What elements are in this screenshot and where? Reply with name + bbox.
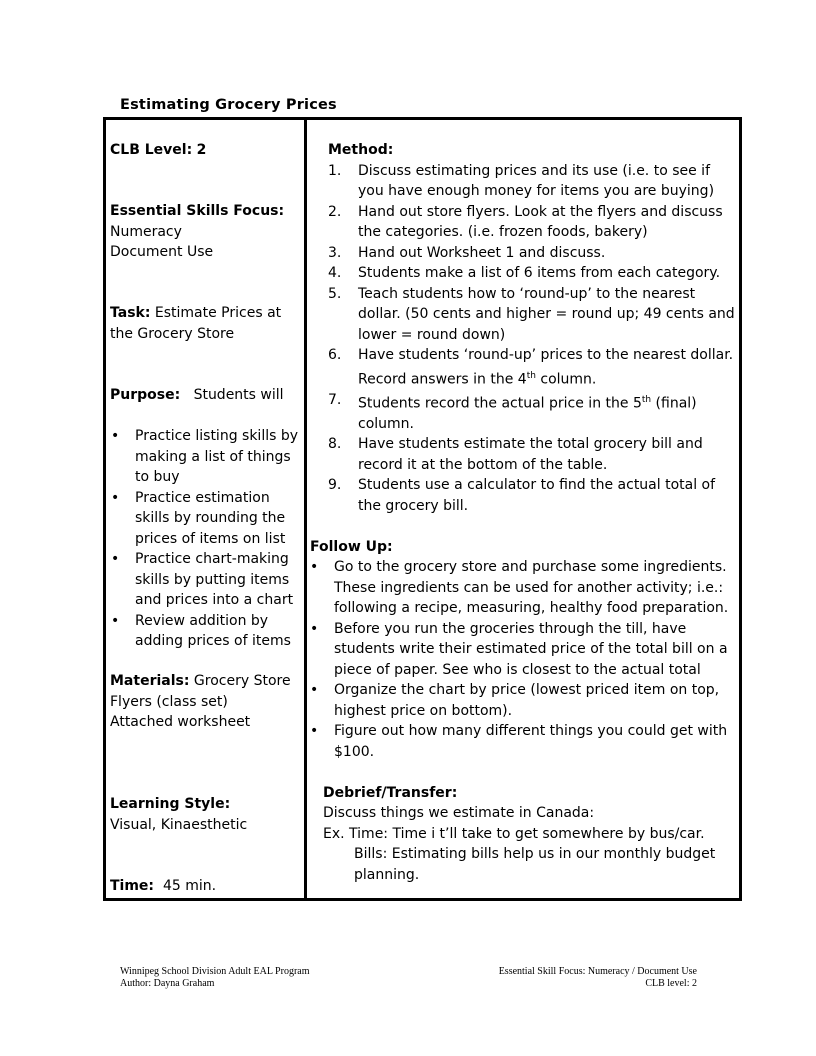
learning-style [110,794,300,835]
item-number: 5. [328,285,342,302]
item-number: 4. [328,265,342,281]
essential-skills [110,201,300,263]
item-text: Students use a calculator to find the actual total of the grocery bill. [358,477,716,514]
time-label: Time: [110,878,155,894]
list-item [310,434,736,475]
purpose [110,385,300,652]
lesson-table [103,117,742,901]
purpose-list [110,426,300,652]
bills-text: Estimating bills help us in our monthly budget planning. [354,846,716,883]
column-divider [304,120,307,898]
item-text: Hand out store flyers. Look at the flyers and discuss the categories. (i.e. frozen foods, bakery) [358,203,723,240]
time-text: 45 min. [162,878,217,894]
bills-label: Bills: [354,846,388,863]
list-item: • Before you run the groceries through the till, have students write their estimated price of the total bill on a piece of paper. See who is closest to the actual total [310,619,736,681]
list-item [310,202,736,243]
clb-level [110,140,300,161]
list-item: • Go to the grocery store and purchase some ingredients. These ingredients can be used for another activity; i.e.: following a recipe, measuring, healthy food preparation. [310,557,736,619]
footer-program: Winnipeg School Division Adult EAL Program [120,966,310,977]
list-item [310,263,736,284]
example-bills [323,844,736,885]
task-text: Estimate Prices at [154,305,282,321]
right-column [310,140,736,885]
style-label: Learning Style: [110,796,231,812]
item-number: 8. [328,436,342,453]
footer-left [120,966,310,990]
list-item: • Review addition by adding prices of items [110,611,300,652]
item-number: 2. [328,203,342,220]
item-text: Have students estimate the total grocery bill and record it at the bottom of the table. [358,436,703,473]
footer-right [480,966,697,990]
item-text: Teach students how to ‘round-up’ to the nearest dollar. (50 cents and higher = round up; 49 cents and lower = round down) [358,285,735,343]
style-text: Visual, Kinaesthetic [110,816,248,833]
superscript: th [641,394,652,405]
materials-text-3: Attached worksheet [110,714,251,730]
time [110,876,300,897]
item-text-tail: column. [535,371,597,388]
follow-up-list [310,557,736,762]
debrief-label: Debrief/Transfer: [323,784,458,801]
list-item [310,390,736,435]
item-text: Hand out Worksheet 1 and discuss. [358,244,606,261]
page-title: Estimating Grocery Prices [120,97,337,113]
ess-label: Essential Skills Focus: [110,203,285,219]
task-text-2: the Grocery Store [110,325,235,342]
method-label: Method: [328,142,394,158]
item-number: 9. [328,477,342,494]
list-item: • Practice chart-making skills by putting items and prices into a chart [110,549,300,611]
example-prefix: Ex. [323,825,345,842]
clb-label: CLB Level: [110,142,193,158]
item-number: 3. [328,244,342,261]
item-text: Students record the actual price in the 5 [358,395,642,412]
item-text-tail: (final) column. [358,395,697,432]
footer-author: Author: Dayna Graham [120,978,215,989]
item-number: 7. [328,391,342,408]
item-number: 1. [328,162,342,179]
list-item: • Figure out how many different things you could get with $100. [310,721,736,762]
item-text: Have students ‘round-up’ prices to the nearest dollar. Record answers in the 4 [358,347,734,388]
list-item: • Organize the chart by price (lowest priced item on top, highest price on bottom). [310,680,736,721]
materials-text-2: Flyers (class set) [110,693,228,710]
example-time-label: Time: [349,825,389,842]
footer-clb-level: CLB level: 2 [645,978,697,989]
debrief-text: Discuss things we estimate in Canada: [323,805,595,822]
purpose-text: Students will [193,387,284,403]
item-number: 6. [328,347,342,363]
footer-skill-focus: Essential Skill Focus: Numeracy / Document Use [498,966,697,977]
example-time-text: Time i t’ll take to get somewhere by bus/car. [392,825,705,842]
materials-text: Grocery Store [193,673,291,689]
materials [110,671,300,733]
list-item: • Practice estimation skills by rounding the prices of items on list [110,488,300,550]
example-time [323,824,736,845]
list-item [310,243,736,264]
task [110,303,300,344]
method-list [310,161,736,517]
item-text: Students make a list of 6 items from each category. [358,265,721,281]
follow-up-label: Follow Up: [310,538,393,555]
task-label: Task: [110,305,151,321]
purpose-label: Purpose: [110,387,181,403]
ess-item: Document Use [110,244,214,260]
list-item [310,161,736,202]
item-text: Discuss estimating prices and its use (i.e. to see if you have enough money for items you are buying) [358,162,715,199]
list-item [310,345,736,390]
list-item [310,284,736,346]
list-item [310,475,736,516]
list-item: • Practice listing skills by making a list of things to buy [110,426,300,488]
clb-value: 2 [196,142,207,158]
debrief-section [310,783,736,886]
superscript: th [526,370,536,381]
ess-item: Numeracy [110,223,182,240]
materials-label: Materials: [110,673,190,689]
